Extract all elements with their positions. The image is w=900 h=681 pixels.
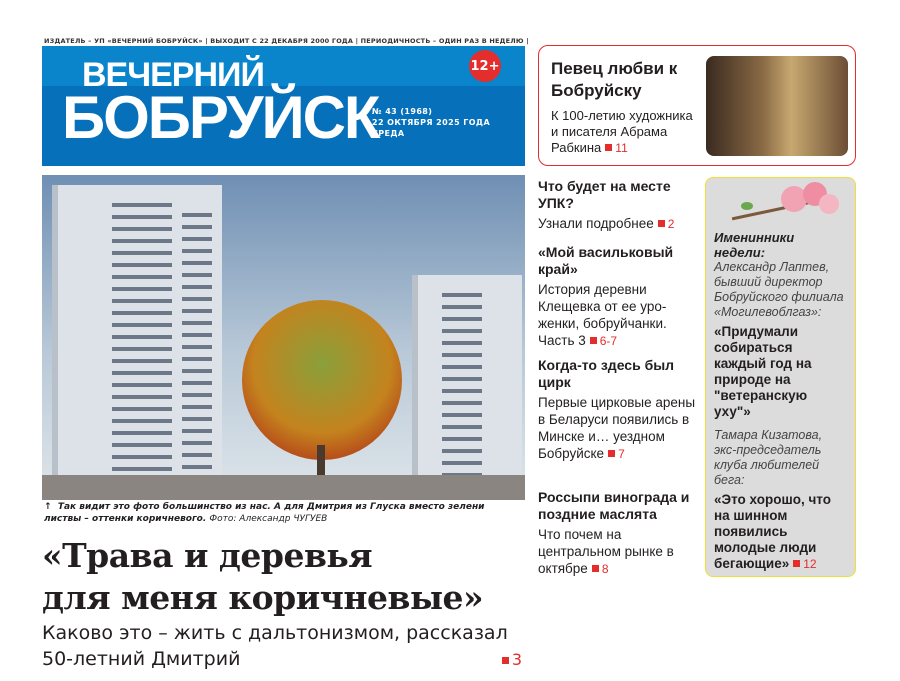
quote-2: «Это хорошо, что на шинном появились молодые люди бегающие»: [714, 492, 831, 571]
subhead-text: Каково это – жить с дальтонизмом, рассказал 50-летний Дмитрий: [42, 622, 508, 670]
news-item[interactable]: [538, 357, 698, 463]
caption-text: Так видит это фото большинство из нас. А для Дмитрия из Глуска вместо зелени листвы – оттенки коричневого.: [44, 502, 485, 524]
feature-text: [551, 108, 701, 156]
issue-info: [372, 106, 490, 139]
lead-subhead: [42, 620, 522, 673]
feature-desc: К 100-летию художника и писателя Абрама Рабкина: [551, 108, 693, 155]
birthdays-box[interactable]: [705, 177, 856, 577]
arrow-up-icon: ↑: [44, 502, 52, 512]
lead-headline[interactable]: [42, 535, 483, 619]
person-2: Тамара Кизатова, экс-председатель клуба любителей бега:: [714, 428, 823, 487]
news-text: Что почем на центральном рынке в октябре: [538, 527, 674, 576]
photo-caption: [44, 501, 524, 525]
news-item[interactable]: [538, 489, 698, 578]
page-ref[interactable]: 3: [511, 650, 522, 669]
birthdays-heading: Именинники недели:: [714, 230, 795, 260]
news-title: «Мой васильковый край»: [538, 244, 674, 277]
page-marker-icon: [502, 657, 509, 664]
page-marker-icon: [658, 220, 665, 227]
photo-credit: Фото: Александр ЧУГУЕВ: [209, 514, 328, 524]
page-marker-icon: [793, 560, 800, 567]
age-rating-badge: 12+: [469, 50, 501, 82]
issue-date: 22 ОКТЯБРЯ 2025 ГОДА: [372, 118, 491, 127]
issue-weekday: СРЕДА: [372, 129, 405, 138]
page-marker-icon: [605, 144, 612, 151]
person-1: Александр Лаптев, бывший директор Бобруйского филиала «Могилевоблгаз»:: [714, 260, 844, 319]
news-text: Узнали подробнее: [538, 216, 654, 231]
news-title: Россыпи винограда и поздние маслята: [538, 489, 690, 522]
news-text: Первые цирковые арены в Беларуси появились в Минске и… уездном Бобруйске: [538, 395, 696, 461]
news-item[interactable]: [538, 244, 698, 350]
page-marker-icon: [608, 450, 615, 457]
flower-branch-icon: [731, 182, 841, 227]
news-title: Что будет на месте УПК?: [538, 178, 671, 211]
page-ref[interactable]: 6-7: [599, 334, 618, 348]
title-line2: БОБРУЙСК: [62, 84, 379, 151]
news-item[interactable]: [538, 178, 698, 233]
page-ref[interactable]: 11: [615, 141, 628, 155]
publisher-line: ИЗДАТЕЛЬ – УП «ВЕЧЕРНИЙ БОБРУЙСК» | ВЫХОДИТ С 22 ДЕКАБРЯ 2000 ГОДА | ПЕРИОДИЧНОСТЬ – ОДИН РАЗ В НЕДЕЛЮ |: [44, 37, 529, 45]
feature-title: Певец любви к Бобруйску: [551, 59, 678, 100]
page-marker-icon: [590, 337, 597, 344]
issue-number: № 43 (1968): [372, 107, 433, 116]
page-ref[interactable]: 8: [601, 562, 609, 576]
feature-photo: [706, 56, 848, 156]
page-ref[interactable]: 2: [667, 217, 675, 231]
page-marker-icon: [592, 565, 599, 572]
feature-box[interactable]: [538, 45, 856, 166]
page-ref[interactable]: 12: [803, 557, 817, 571]
page-ref[interactable]: 7: [618, 447, 625, 461]
headline-line1: «Трава и деревья: [42, 536, 373, 575]
news-title: Когда-то здесь был цирк: [538, 357, 675, 390]
headline-line2: для меня коричневые»: [42, 578, 484, 617]
masthead: [42, 46, 525, 166]
title-line1: ВЕЧЕРНИЙ: [82, 56, 264, 94]
quote-1: «Придумали собираться каждый год на природе на "ветеранскую уху"»: [714, 324, 812, 419]
news-text: История деревни Клещевка от ее уро-женки, бобруйчанки. Часть 3: [538, 282, 667, 348]
lead-photo: [42, 175, 525, 500]
